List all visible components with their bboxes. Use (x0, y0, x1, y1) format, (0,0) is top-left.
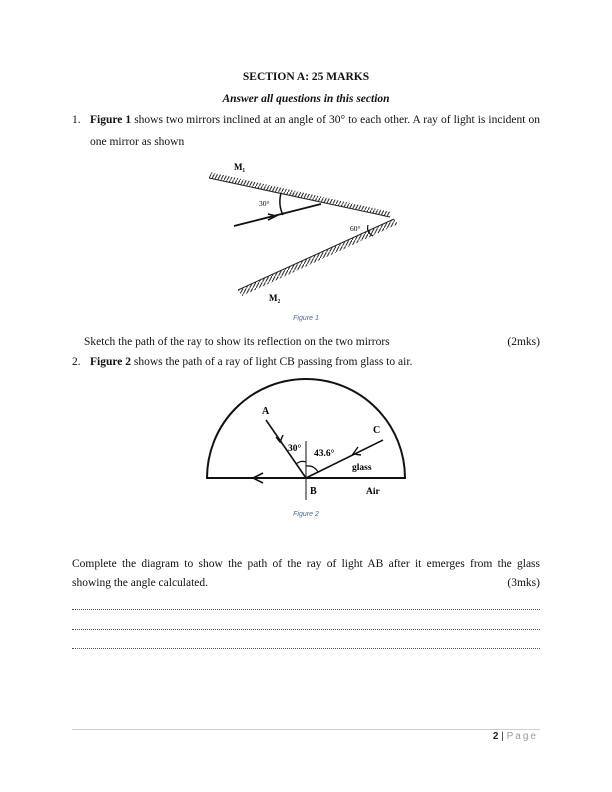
point-b-label: B (310, 486, 317, 497)
question-2-task-line-2: showing the angle calculated. (72, 577, 209, 589)
question-1-task: Sketch the path of the ray to show its reflection on the two mirrors (84, 336, 390, 348)
section-title: SECTION A: 25 MARKS (242, 71, 370, 83)
footer-divider (72, 729, 540, 730)
glass-label: glass (352, 463, 372, 473)
mirror-m2-label: M₂ (269, 293, 281, 303)
angle-60-label: 60° (350, 224, 361, 233)
answer-line-2[interactable] (72, 629, 540, 630)
question-2-marks: (3mks) (507, 577, 540, 589)
air-label: Air (366, 487, 380, 497)
angle-30-label: 30° (259, 199, 270, 208)
page-word: Page (506, 731, 538, 742)
question-2-task-line-1: Complete the diagram to show the path of the ray of light AB after it emerges from the glass (72, 558, 540, 570)
answer-line-3[interactable] (72, 648, 540, 649)
point-c-label: C (373, 425, 381, 436)
figure-1-reference: Figure 1 (90, 114, 132, 126)
question-2-number: 2. (72, 356, 81, 368)
question-1-marks: (2mks) (507, 336, 540, 348)
figure-2-caption: Figure 2 (293, 511, 319, 518)
question-1-statement: shows two mirrors inclined at an angle of 30° to each other. A ray of light is incident on one mirror as shown (90, 114, 540, 148)
answer-line-1[interactable] (72, 609, 540, 610)
page-footer (493, 731, 538, 742)
angle-30-label: 30° (288, 444, 302, 454)
point-a-label: A (262, 406, 270, 417)
angle-43-6-label: 43.6° (314, 449, 335, 459)
figure-1-caption: Figure 1 (293, 315, 319, 322)
question-1-number: 1. (72, 114, 81, 126)
figure-2-reference: Figure 2 (90, 356, 131, 368)
section-instruction: Answer all questions in this section (222, 93, 390, 105)
page-number: 2 (492, 731, 499, 742)
mirror-m1-label: M₁ (234, 162, 246, 172)
question-2-statement: shows the path of a ray of light CB passing from glass to air. (131, 356, 413, 368)
footer-separator: | (501, 731, 504, 742)
